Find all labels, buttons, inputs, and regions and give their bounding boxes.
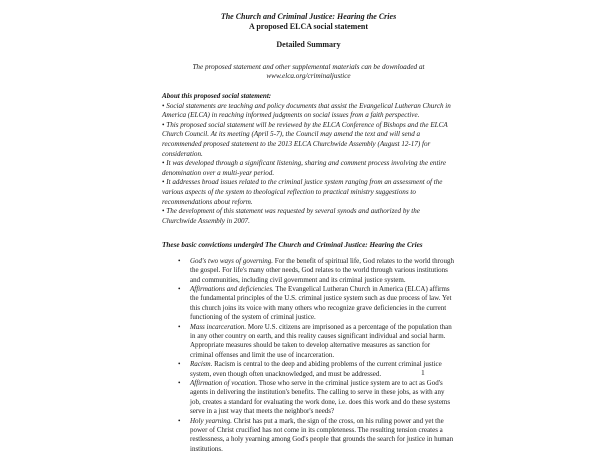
bullet-icon: • bbox=[178, 284, 181, 293]
summary-heading: Detailed Summary bbox=[276, 40, 341, 49]
page-content bbox=[162, 12, 455, 454]
conviction-item bbox=[178, 257, 455, 285]
conviction-body: More U.S. citizens are imprisoned as a percentage of the population than in any other country on earth, and this reality causes significant individual and social harm. Appropriate measures should be taken to develop alternative measures as sanction for criminal offenses and limit the use of incarceration. bbox=[190, 322, 452, 359]
bullet-icon: • bbox=[178, 379, 181, 387]
download-note-line1: The proposed statement and other supplemental materials can be downloaded at bbox=[192, 63, 425, 71]
bullet-icon: • bbox=[162, 178, 165, 187]
page-number: 1 bbox=[421, 368, 425, 377]
conviction-text-block bbox=[190, 257, 455, 285]
conviction-body: Christ has put a mark, the sign of the cross, on his ruling power and yet the power of Christ crucified has not come in its completeness. The resulting tension creates a restlessness, a holy yearning among God's people that grounds the search for justice in human institutions. bbox=[190, 416, 454, 453]
about-bullet bbox=[162, 121, 455, 159]
about-bullet bbox=[162, 159, 455, 178]
convictions-section bbox=[162, 241, 455, 454]
about-heading: About this proposed social statement: bbox=[162, 92, 272, 100]
bullet-icon: • bbox=[178, 322, 181, 331]
conviction-lead: Mass incarceration. bbox=[190, 322, 247, 331]
title-block bbox=[162, 12, 455, 81]
conviction-lead: God's two ways of governing. bbox=[190, 256, 273, 265]
conviction-item bbox=[178, 417, 455, 454]
bullet-icon: • bbox=[162, 101, 165, 110]
conviction-text-block bbox=[190, 417, 455, 454]
conviction-body: The Evangelical Lutheran Church in America (ELCA) affirms the fundamental principles of the U.S. criminal justice system such as due process of law. Yet this church joins its voice with many others who recognize grave deficiencies in the current functioning of the system of criminal justice. bbox=[190, 284, 452, 322]
conviction-item bbox=[178, 323, 455, 361]
conviction-body: Racism is central to the deep and abiding problems of the current criminal justice system, even though often unacknowledged, and must be addressed. bbox=[190, 360, 442, 378]
bullet-icon: • bbox=[162, 120, 165, 129]
conviction-lead: Racism. bbox=[190, 360, 213, 369]
convictions-heading: These basic convictions undergird The Church and Criminal Justice: Hearing the Cries bbox=[162, 241, 423, 250]
conviction-text-block bbox=[190, 360, 455, 379]
conviction-text-block bbox=[190, 323, 455, 361]
bullet-icon: • bbox=[162, 207, 165, 216]
conviction-item bbox=[178, 285, 455, 323]
download-url: www.elca.org/criminaljustice bbox=[266, 72, 351, 80]
document-subtitle: A proposed ELCA social statement bbox=[249, 22, 368, 31]
conviction-text-block bbox=[190, 285, 455, 323]
conviction-lead: Affirmations and deficiencies. bbox=[190, 284, 274, 293]
about-section bbox=[162, 92, 455, 226]
conviction-body: For the benefit of spiritual life, God relates to the world through the gospel. For life's many other needs, God relates to the world through various institutions and communities, including civil government and its criminal justice system. bbox=[190, 256, 454, 284]
bullet-icon: • bbox=[178, 416, 181, 425]
conviction-lead: Holy yearning. bbox=[190, 416, 232, 425]
about-bullet-text: It addresses broad issues related to the criminal justice system ranging from an assessment of the various aspects of the system to theological reflection to practical ministry suggestions to recommendations about reform. bbox=[162, 178, 443, 206]
conviction-lead: Affirmation of vocation. bbox=[190, 379, 258, 387]
about-bullet bbox=[162, 178, 455, 207]
about-bullet-text: It was developed through a significant listening, sharing and comment process involving the entire denomination over a multi-year period. bbox=[162, 159, 447, 177]
conviction-item bbox=[178, 379, 455, 417]
download-note bbox=[162, 63, 455, 81]
bullet-icon: • bbox=[178, 256, 181, 265]
conviction-text-block bbox=[190, 379, 455, 417]
bullet-icon: • bbox=[178, 360, 181, 369]
bullet-icon: • bbox=[162, 159, 165, 168]
conviction-item bbox=[178, 360, 455, 379]
about-bullet-text: The development of this statement was requested by several synods and authorized by the Churchwide Assembly in 2007. bbox=[162, 207, 420, 225]
about-bullet-text: Social statements are teaching and policy documents that assist the Evangelical Lutheran Church in America (ELCA) in reaching informed judgments on social issues from a faith perspective. bbox=[162, 101, 451, 120]
document-title: The Church and Criminal Justice: Hearing the Cries bbox=[220, 12, 397, 21]
conviction-body: Those who serve in the criminal justice system are to act as God's agents in delivering the institution's benefits. The calling to serve in these jobs, as with any job, creates a standard for evaluating the work done, i.e. does this work and do these systems serve in a just way that meets the neighbor's needs? bbox=[190, 379, 451, 416]
about-bullet bbox=[162, 102, 455, 121]
about-bullet bbox=[162, 207, 455, 226]
about-bullet-text: This proposed social statement will be reviewed by the ELCA Conference of Bishops and the ELCA Church Council. At its meeting (April 5-7), the Council may amend the text and will send a recommended proposed statement to the 2013 ELCA Churchwide Assembly (August 12-17) for consideration. bbox=[162, 120, 448, 158]
